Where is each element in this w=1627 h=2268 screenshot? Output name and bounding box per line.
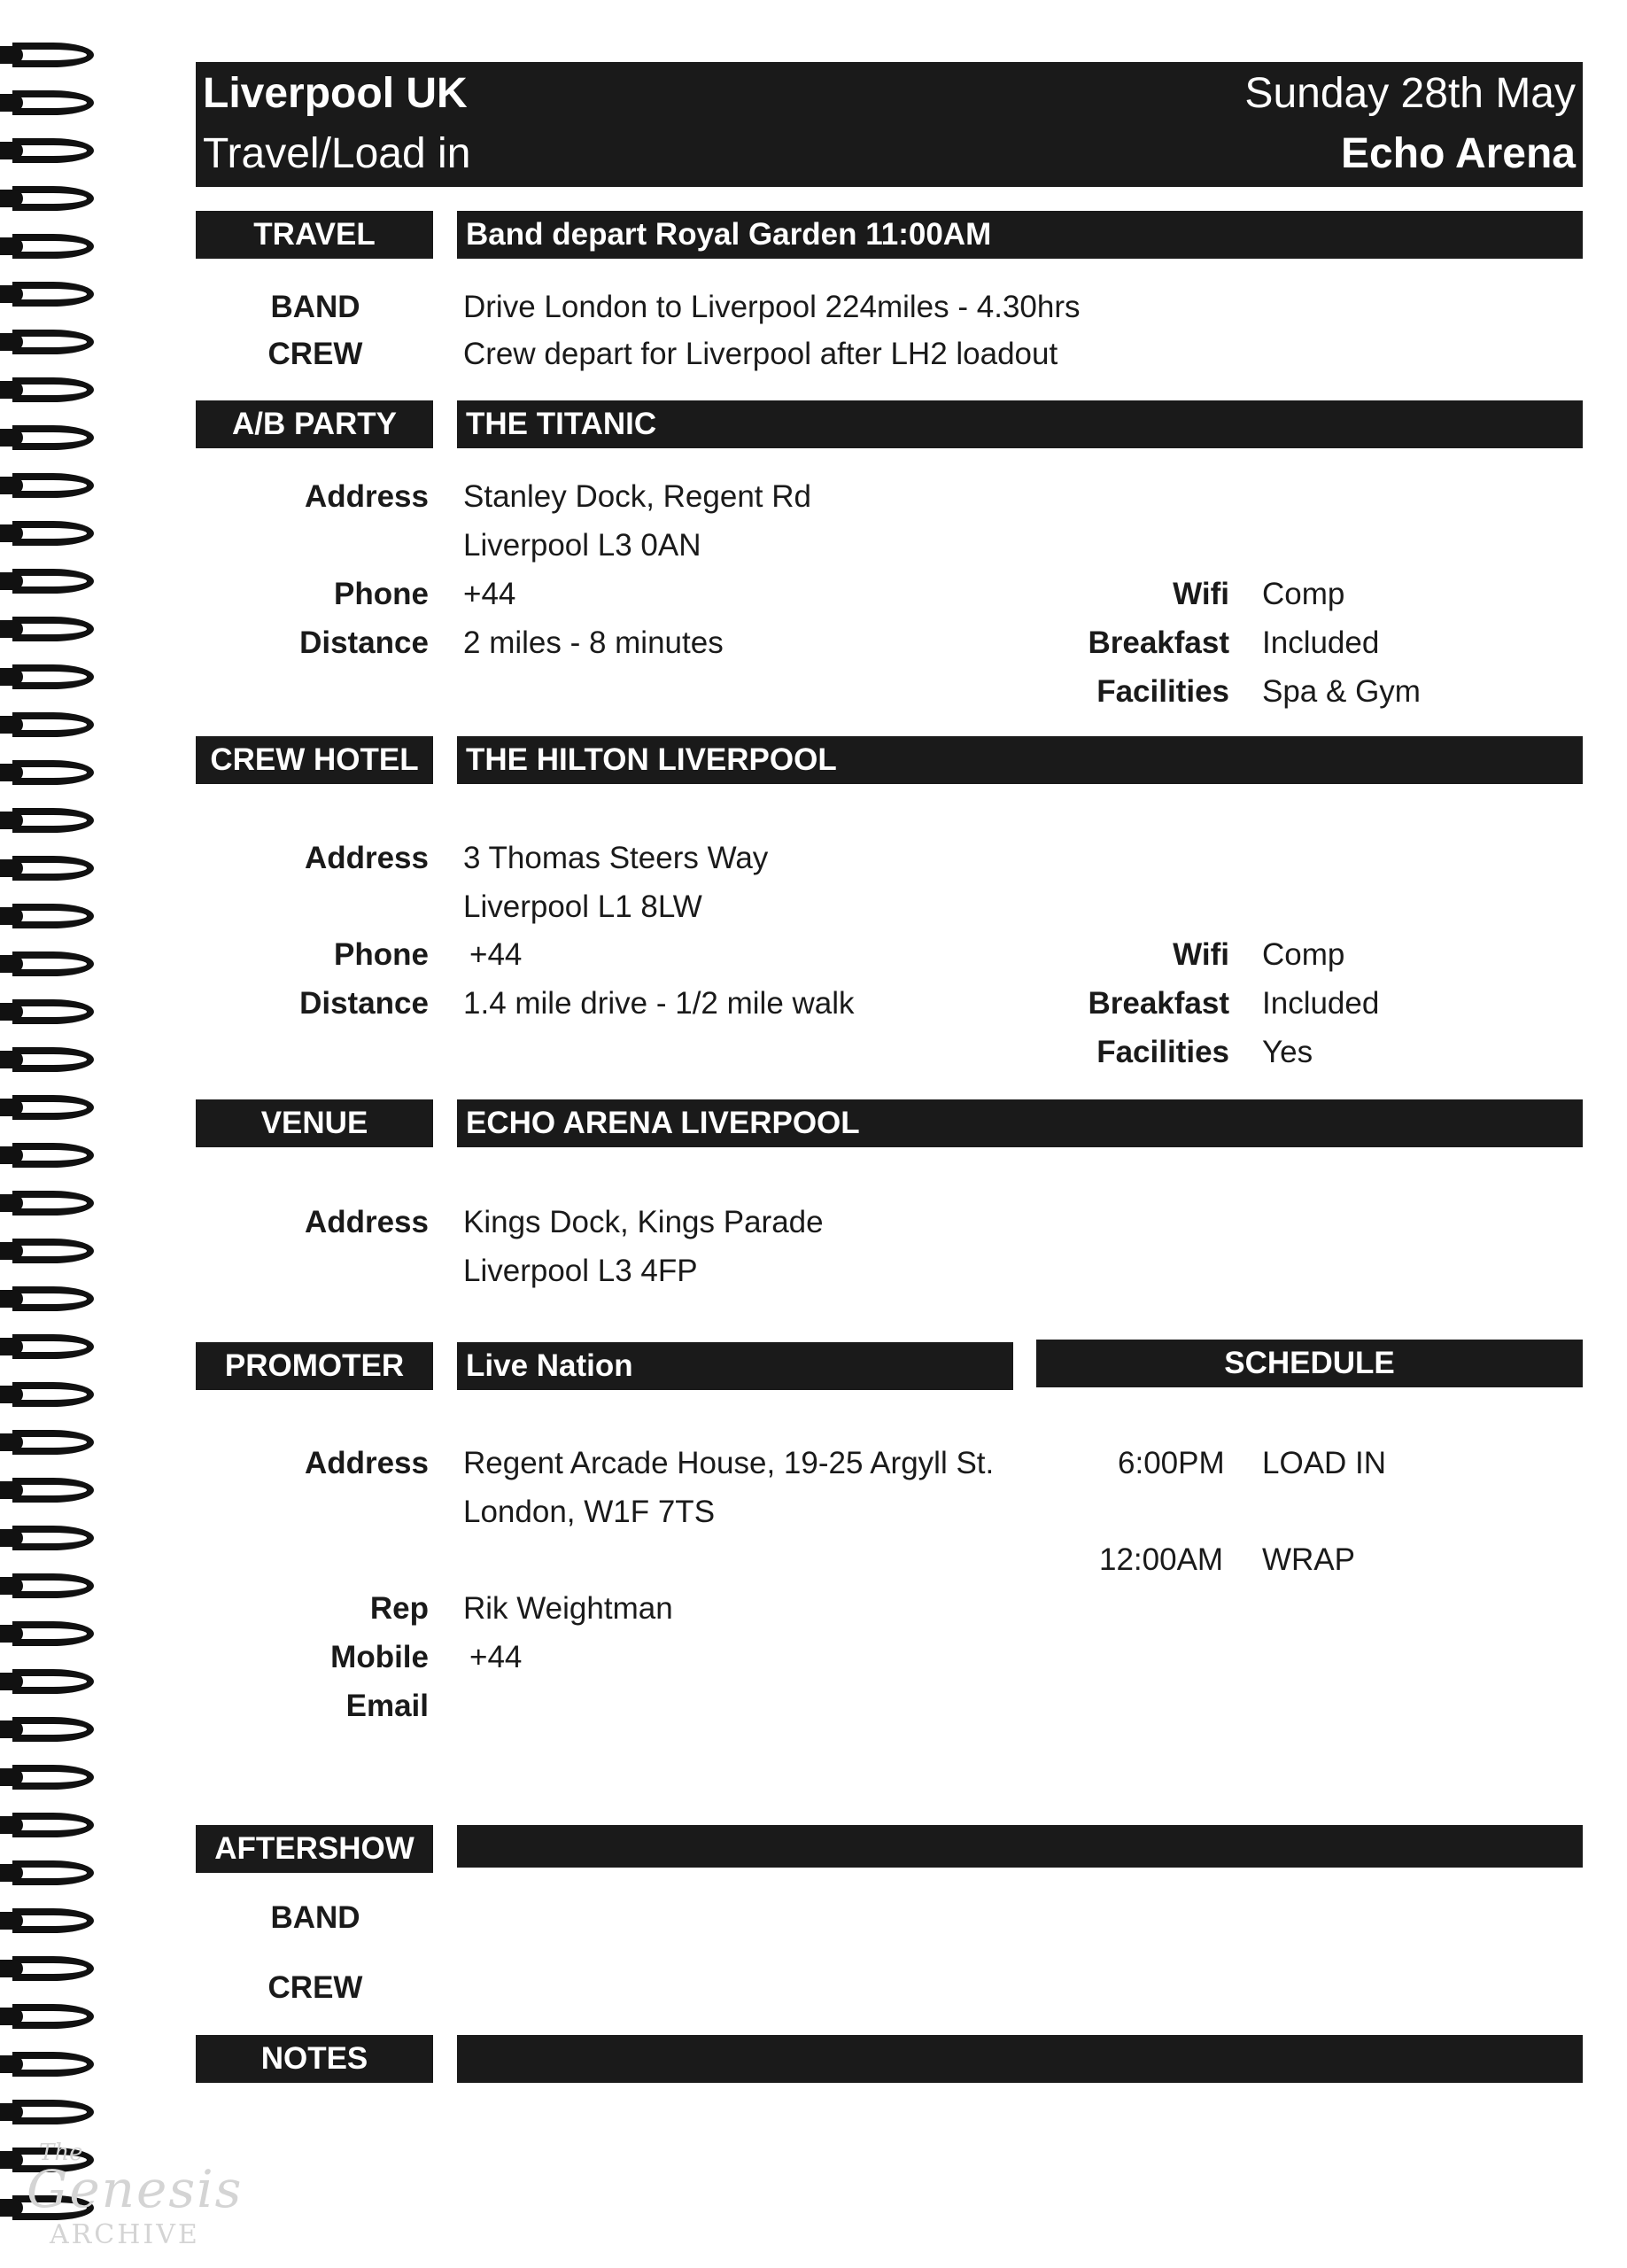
- binding-ring: [12, 1095, 94, 1120]
- ab-party-label-bar: [196, 400, 433, 448]
- promoter-label: PROMOTER: [224, 1348, 405, 1383]
- binding-hole: [0, 477, 23, 494]
- watermark-line2: Genesis: [27, 2159, 244, 2219]
- binding-ring: [12, 1334, 94, 1359]
- aftershow-label-bar: [196, 1825, 433, 1873]
- promoter-email-label: Email: [345, 1689, 429, 1723]
- binding-ring: [12, 808, 94, 833]
- binding-ring: [12, 90, 94, 115]
- binding-ring: [12, 904, 94, 928]
- binding-ring: [12, 951, 94, 976]
- promoter-address-label: Address: [304, 1446, 429, 1480]
- binding-hole: [0, 524, 23, 542]
- binding-ring: [12, 473, 94, 498]
- aftershow-band-label: BAND: [270, 1900, 360, 1935]
- schedule-label: SCHEDULE: [1224, 1346, 1395, 1380]
- ab-phone-label: Phone: [334, 577, 429, 611]
- binding-ring: [12, 569, 94, 594]
- binding-ring: [12, 425, 94, 450]
- hotel-address-line2: Liverpool L1 8LW: [463, 889, 702, 924]
- binding-ring: [12, 1860, 94, 1885]
- binding-ring: [12, 1669, 94, 1694]
- hotel-facilities-label: Facilities: [1096, 1035, 1229, 1069]
- binding-ring: [12, 1908, 94, 1933]
- binding-ring: [12, 1573, 94, 1598]
- ab-party-title-bar: [457, 400, 1583, 448]
- ab-address-line1: Stanley Dock, Regent Rd: [463, 479, 811, 514]
- venue-label-bar: [196, 1099, 433, 1147]
- binding-ring: [12, 1191, 94, 1216]
- binding-hole: [0, 142, 23, 159]
- crew-hotel-label: CREW HOTEL: [210, 742, 419, 777]
- notes-label-bar: [196, 2035, 433, 2083]
- crew-hotel-title: THE HILTON LIVERPOOL: [466, 742, 837, 777]
- binding-hole: [0, 620, 23, 638]
- venue-address-line1: Kings Dock, Kings Parade: [463, 1205, 824, 1239]
- ab-facilities-label: Facilities: [1096, 674, 1229, 709]
- binding-ring: [12, 282, 94, 307]
- binding-ring: [12, 2052, 94, 2077]
- ab-wifi-value: Comp: [1262, 577, 1345, 611]
- ab-address-label: Address: [304, 479, 429, 514]
- promoter-label-bar: [196, 1342, 433, 1390]
- hotel-address-line1: 3 Thomas Steers Way: [463, 841, 769, 875]
- binding-hole: [0, 1003, 23, 1021]
- binding-ring: [12, 138, 94, 163]
- binding-hole: [0, 668, 23, 686]
- travel-label: TRAVEL: [253, 217, 376, 252]
- binding-hole: [0, 285, 23, 303]
- travel-crew-label: CREW: [267, 337, 363, 371]
- binding-ring: [12, 712, 94, 737]
- binding-ring: [12, 1717, 94, 1742]
- binding-ring: [12, 1239, 94, 1263]
- venue-address-line2: Liverpool L3 4FP: [463, 1254, 698, 1288]
- header-venue: Echo Arena: [1341, 130, 1576, 177]
- aftershow-title-bar: [457, 1825, 1583, 1868]
- binding-hole: [0, 907, 23, 925]
- binding-hole: [0, 1194, 23, 1212]
- binding-hole: [0, 955, 23, 973]
- binding-hole: [0, 1912, 23, 1930]
- binding-hole: [0, 1386, 23, 1403]
- binding-hole: [0, 1051, 23, 1068]
- binding-hole: [0, 190, 23, 207]
- promoter-rep-label: Rep: [369, 1591, 429, 1626]
- schedule-event-2: WRAP: [1262, 1542, 1355, 1577]
- hotel-breakfast-value: Included: [1262, 986, 1380, 1021]
- travel-crew-value: Crew depart for Liverpool after LH2 loadout: [463, 337, 1058, 371]
- hotel-breakfast-label: Breakfast: [1088, 986, 1229, 1021]
- aftershow-label: AFTERSHOW: [214, 1831, 414, 1866]
- venue-title-bar: [457, 1099, 1583, 1147]
- binding-ring: [12, 617, 94, 641]
- hotel-distance-value: 1.4 mile drive - 1/2 mile walk: [463, 986, 855, 1021]
- binding-ring: [12, 664, 94, 689]
- binding-hole: [0, 1338, 23, 1355]
- binding-ring: [12, 1430, 94, 1455]
- promoter-mobile-value: +44: [469, 1640, 523, 1674]
- hotel-facilities-value: Yes: [1262, 1035, 1313, 1069]
- binding-ring: [12, 1956, 94, 1981]
- binding-ring: [12, 521, 94, 546]
- watermark-line3: ARCHIVE: [50, 2219, 200, 2250]
- binding-hole: [0, 2151, 23, 2169]
- travel-title-bar: [457, 211, 1583, 259]
- travel-band-value: Drive London to Liverpool 224miles - 4.30hrs: [463, 290, 1081, 324]
- binding-hole: [0, 1577, 23, 1595]
- notes-label: NOTES: [260, 2041, 368, 2076]
- binding-hole: [0, 1146, 23, 1164]
- binding-hole: [0, 2008, 23, 2025]
- binding-hole: [0, 1290, 23, 1308]
- binding-hole: [0, 1960, 23, 1977]
- ab-wifi-label: Wifi: [1173, 577, 1229, 611]
- venue-title: ECHO ARENA LIVERPOOL: [466, 1106, 860, 1140]
- ab-distance-value: 2 miles - 8 minutes: [463, 625, 724, 660]
- ab-party-label: A/B PARTY: [231, 407, 398, 441]
- hotel-phone-label: Phone: [334, 937, 429, 972]
- binding-hole: [0, 1099, 23, 1116]
- binding-ring: [12, 43, 94, 67]
- binding-ring: [12, 1621, 94, 1646]
- binding-ring: [12, 1478, 94, 1503]
- hotel-distance-label: Distance: [299, 986, 429, 1021]
- ab-address-line2: Liverpool L3 0AN: [463, 528, 701, 563]
- header-subtitle: Travel/Load in: [203, 130, 471, 177]
- binding-ring: [12, 1047, 94, 1072]
- binding-ring: [12, 1765, 94, 1790]
- binding-hole: [0, 812, 23, 829]
- binding-ring: [12, 2100, 94, 2124]
- archive-watermark-logo: [27, 2140, 244, 2250]
- binding-hole: [0, 1433, 23, 1451]
- hotel-wifi-label: Wifi: [1173, 937, 1229, 972]
- binding-ring: [12, 1286, 94, 1311]
- binding-ring: [12, 330, 94, 354]
- schedule-label-bar: [1036, 1340, 1583, 1387]
- crew-hotel-title-bar: [457, 736, 1583, 784]
- binding-hole: [0, 1673, 23, 1690]
- binding-hole: [0, 46, 23, 64]
- ab-facilities-value: Spa & Gym: [1262, 674, 1421, 709]
- travel-title: Band depart Royal Garden 11:00AM: [466, 217, 992, 252]
- binding-hole: [0, 1816, 23, 1834]
- binding-hole: [0, 1720, 23, 1738]
- binding-ring: [12, 2004, 94, 2029]
- binding-hole: [0, 429, 23, 447]
- binding-ring: [12, 1382, 94, 1407]
- binding-hole: [0, 1625, 23, 1643]
- binding-ring: [12, 1143, 94, 1168]
- hotel-phone-value: +44: [469, 937, 523, 972]
- promoter-mobile-label: Mobile: [330, 1640, 429, 1674]
- watermark-line1: The: [39, 2140, 83, 2166]
- binding-hole: [0, 2103, 23, 2121]
- ab-breakfast-value: Included: [1262, 625, 1380, 660]
- ab-distance-label: Distance: [299, 625, 429, 660]
- binding-hole: [0, 333, 23, 351]
- binding-ring: [12, 760, 94, 785]
- crew-hotel-label-bar: [196, 736, 433, 784]
- hotel-wifi-value: Comp: [1262, 937, 1345, 972]
- ab-phone-value: +44: [463, 577, 516, 611]
- binding-hole: [0, 1864, 23, 1882]
- notes-title-bar: [457, 2035, 1583, 2083]
- venue-label: VENUE: [260, 1106, 368, 1140]
- header-city: Liverpool UK: [203, 70, 468, 117]
- hotel-address-label: Address: [304, 841, 429, 875]
- binding-hole: [0, 237, 23, 255]
- schedule-time-2: 12:00AM: [1099, 1542, 1224, 1577]
- binding-hole: [0, 859, 23, 877]
- header-date: Sunday 28th May: [1244, 70, 1576, 117]
- binding-hole: [0, 94, 23, 112]
- venue-address-label: Address: [304, 1205, 429, 1239]
- binding-ring: [12, 186, 94, 211]
- promoter-address-line2: London, W1F 7TS: [463, 1495, 716, 1529]
- binding-hole: [0, 716, 23, 734]
- binding-ring: [12, 856, 94, 881]
- schedule-event-1: LOAD IN: [1262, 1446, 1387, 1480]
- binding-hole: [0, 1529, 23, 1547]
- ab-breakfast-label: Breakfast: [1088, 625, 1229, 660]
- travel-label-bar: [196, 211, 433, 259]
- ab-party-title: THE TITANIC: [466, 407, 657, 441]
- binding-hole: [0, 764, 23, 781]
- binding-hole: [0, 381, 23, 399]
- promoter-rep-value: Rik Weightman: [463, 1591, 673, 1626]
- binding-hole: [0, 2199, 23, 2217]
- binding-hole: [0, 2055, 23, 2073]
- binding-ring: [12, 377, 94, 402]
- schedule-time-1: 6:00PM: [1118, 1446, 1225, 1480]
- binding-hole: [0, 1481, 23, 1499]
- binding-ring: [12, 1526, 94, 1550]
- binding-hole: [0, 572, 23, 590]
- binding-ring: [12, 999, 94, 1024]
- promoter-title-bar: [457, 1342, 1013, 1390]
- binding-ring: [12, 1813, 94, 1837]
- travel-band-label: BAND: [270, 290, 360, 324]
- aftershow-crew-label: CREW: [267, 1970, 363, 2005]
- binding-ring: [12, 234, 94, 259]
- binding-hole: [0, 1242, 23, 1260]
- binding-hole: [0, 1768, 23, 1786]
- promoter-address-line1: Regent Arcade House, 19-25 Argyll St.: [463, 1446, 995, 1480]
- page-header: [196, 62, 1583, 187]
- promoter-title: Live Nation: [466, 1348, 633, 1383]
